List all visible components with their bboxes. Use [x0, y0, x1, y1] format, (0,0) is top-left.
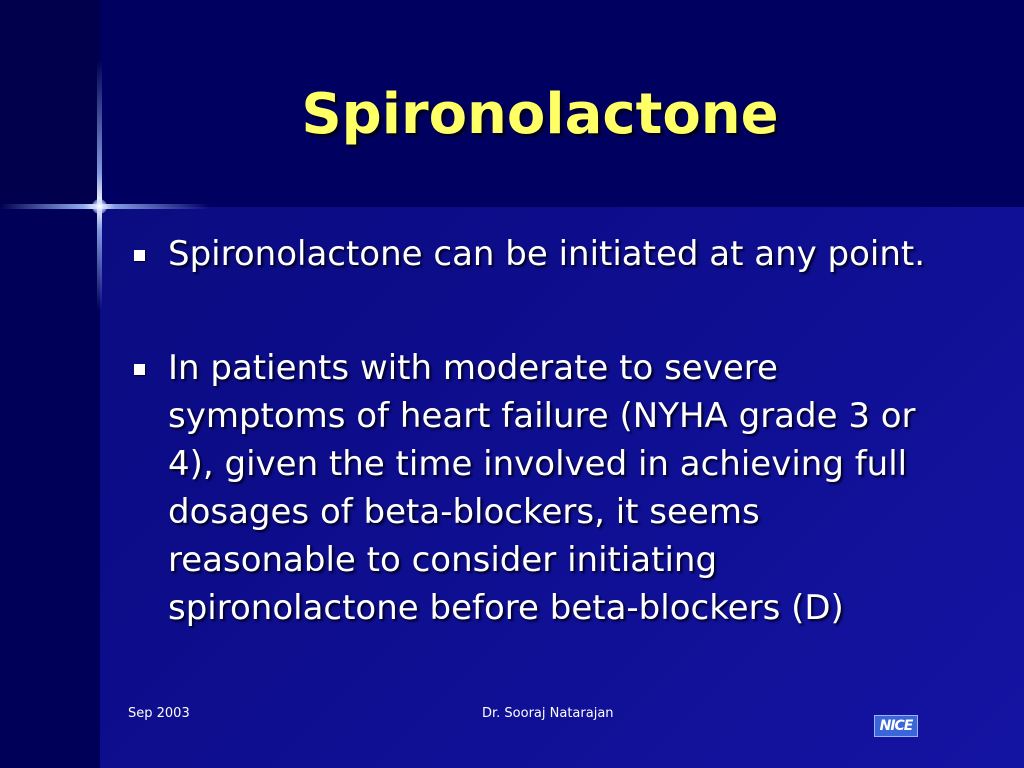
bullet-item	[128, 230, 958, 278]
bullet-list	[128, 230, 958, 632]
footer-author: Dr. Sooraj Natarajan	[482, 706, 614, 721]
nice-logo: NICE	[874, 715, 918, 737]
bullet-text: In patients with moderate to severe symptoms of heart failure (NYHA grade 3 or 4), given the time involved in achieving full dosages of beta-blockers, it seems reasonable to consider initiating spironolactone before beta-blockers (D)	[168, 348, 916, 628]
square-bullet-icon	[134, 364, 145, 375]
light-flare-icon	[92, 199, 107, 214]
footer-date: Sep 2003	[128, 706, 190, 721]
slide-title: Spironolactone	[301, 82, 779, 147]
bullet-text: Spironolactone can be initiated at any point.	[168, 234, 926, 274]
square-bullet-icon	[134, 250, 145, 261]
corner-background-block	[0, 0, 100, 207]
bullet-item	[128, 344, 958, 632]
